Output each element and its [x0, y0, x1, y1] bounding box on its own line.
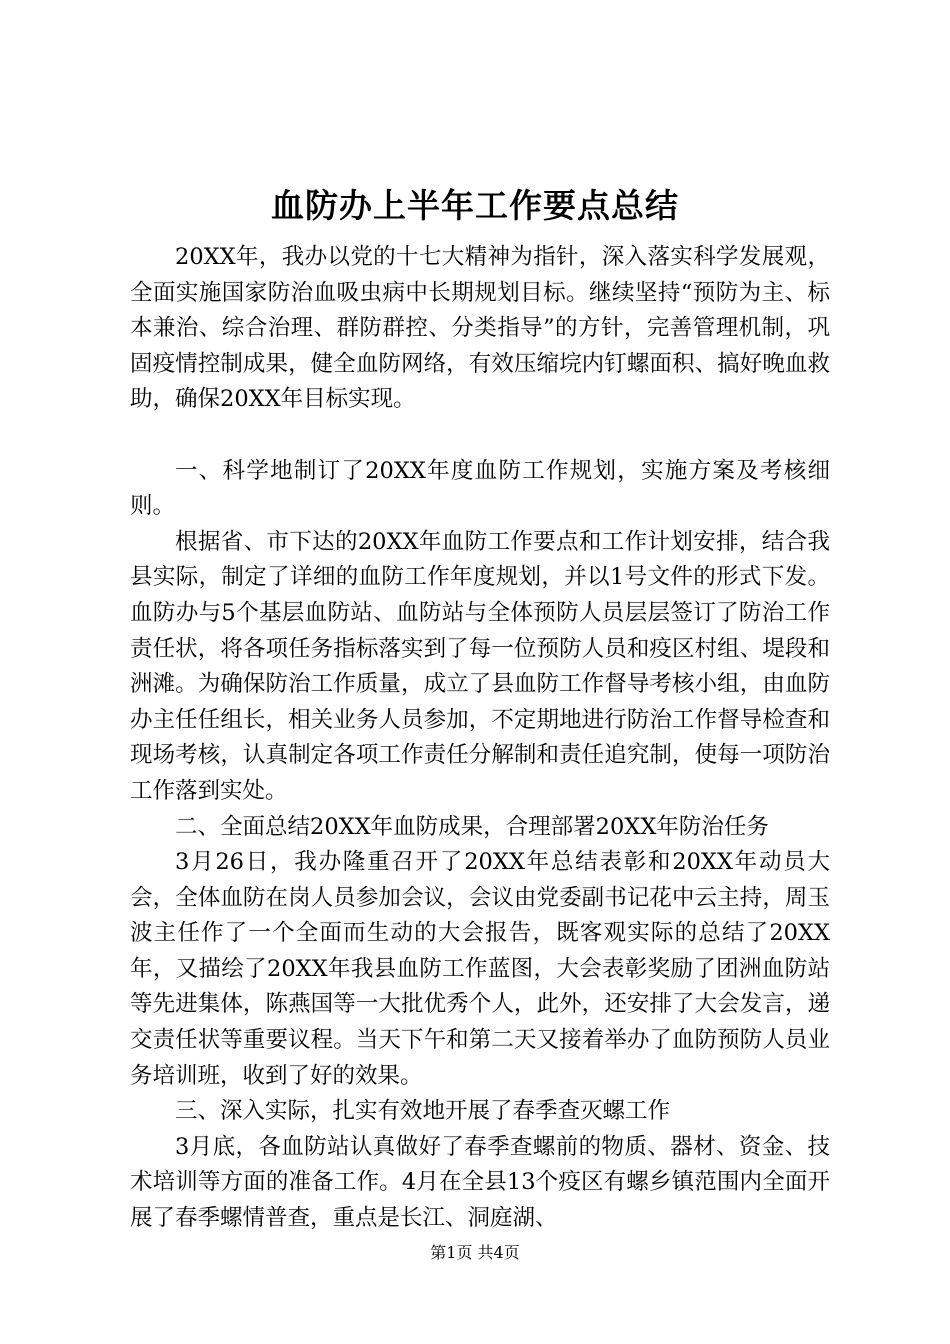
section-heading-1: 一、科学地制订了20XX年度血防工作规划，实施方案及考核细则。 [130, 457, 830, 520]
paragraph-intro: 20XX年，我办以党的十七大精神为指针，深入落实科学发展观，全面实施国家防治血吸虫病中长期规划目标。继续坚持“预防为主、标本兼治、综合治理、群防群控、分类指导”的方针，完善管理机制，巩固疫情控制成果，健全血防网络，有效压缩垸内钉螺面积、搞好晚血救助，确保20XX年目标实现。 [130, 244, 830, 413]
section-heading-2: 二、全面总结20XX年血防成果，合理部署20XX年防治任务 [175, 813, 769, 840]
document-body [130, 240, 830, 1237]
section-heading-3: 三、深入实际，扎实有效地开展了春季查灭螺工作 [175, 1098, 671, 1125]
document-title: 血防办上半年工作要点总结 [271, 186, 679, 225]
paragraph-section-2: 3月26日，我办隆重召开了20XX年总结表彰和20XX年动员大会，全体血防在岗人员参加会议，会议由党委副书记花中云主持，周玉波主任作了一个全面而生动的大会报告，既客观实际的总结了20XX年，又描绘了20XX年我县血防工作蓝图，大会表彰奖励了团洲血防站等先进集体，陈燕国等一大批优秀个人，此外，还安排了大会发言，递交责任状等重要议程。当天下午和第二天又接着举办了血防预防人员业务培训班，收到了好的效果。 [130, 849, 830, 1089]
paragraph-section-1: 根据省、市下达的20XX年血防工作要点和工作计划安排，结合我县实际，制定了详细的血防工作年度规划，并以1号文件的形式下发。血防办与5个基层血防站、血防站与全体预防人员层层签订了防治工作责任状，将各项任务指标落实到了每一位预防人员和疫区村组、堤段和洲滩。为确保防治工作质量，成立了县血防工作督导考核小组，由血防办主任任组长，相关业务人员参加，不定期地进行防治工作督导检查和现场考核，认真制定各项工作责任分解制和责任追究制，使每一项防治工作落到实处。 [130, 528, 830, 804]
paragraph-section-3: 3月底，各血防站认真做好了春季查螺前的物质、器材、资金、技术培训等方面的准备工作。4月在全县13个疫区有螺乡镇范围内全面开展了春季螺情普查，重点是长江、洞庭湖、 [130, 1133, 830, 1232]
page-number-footer: 第1页 共4页 [430, 1243, 520, 1262]
